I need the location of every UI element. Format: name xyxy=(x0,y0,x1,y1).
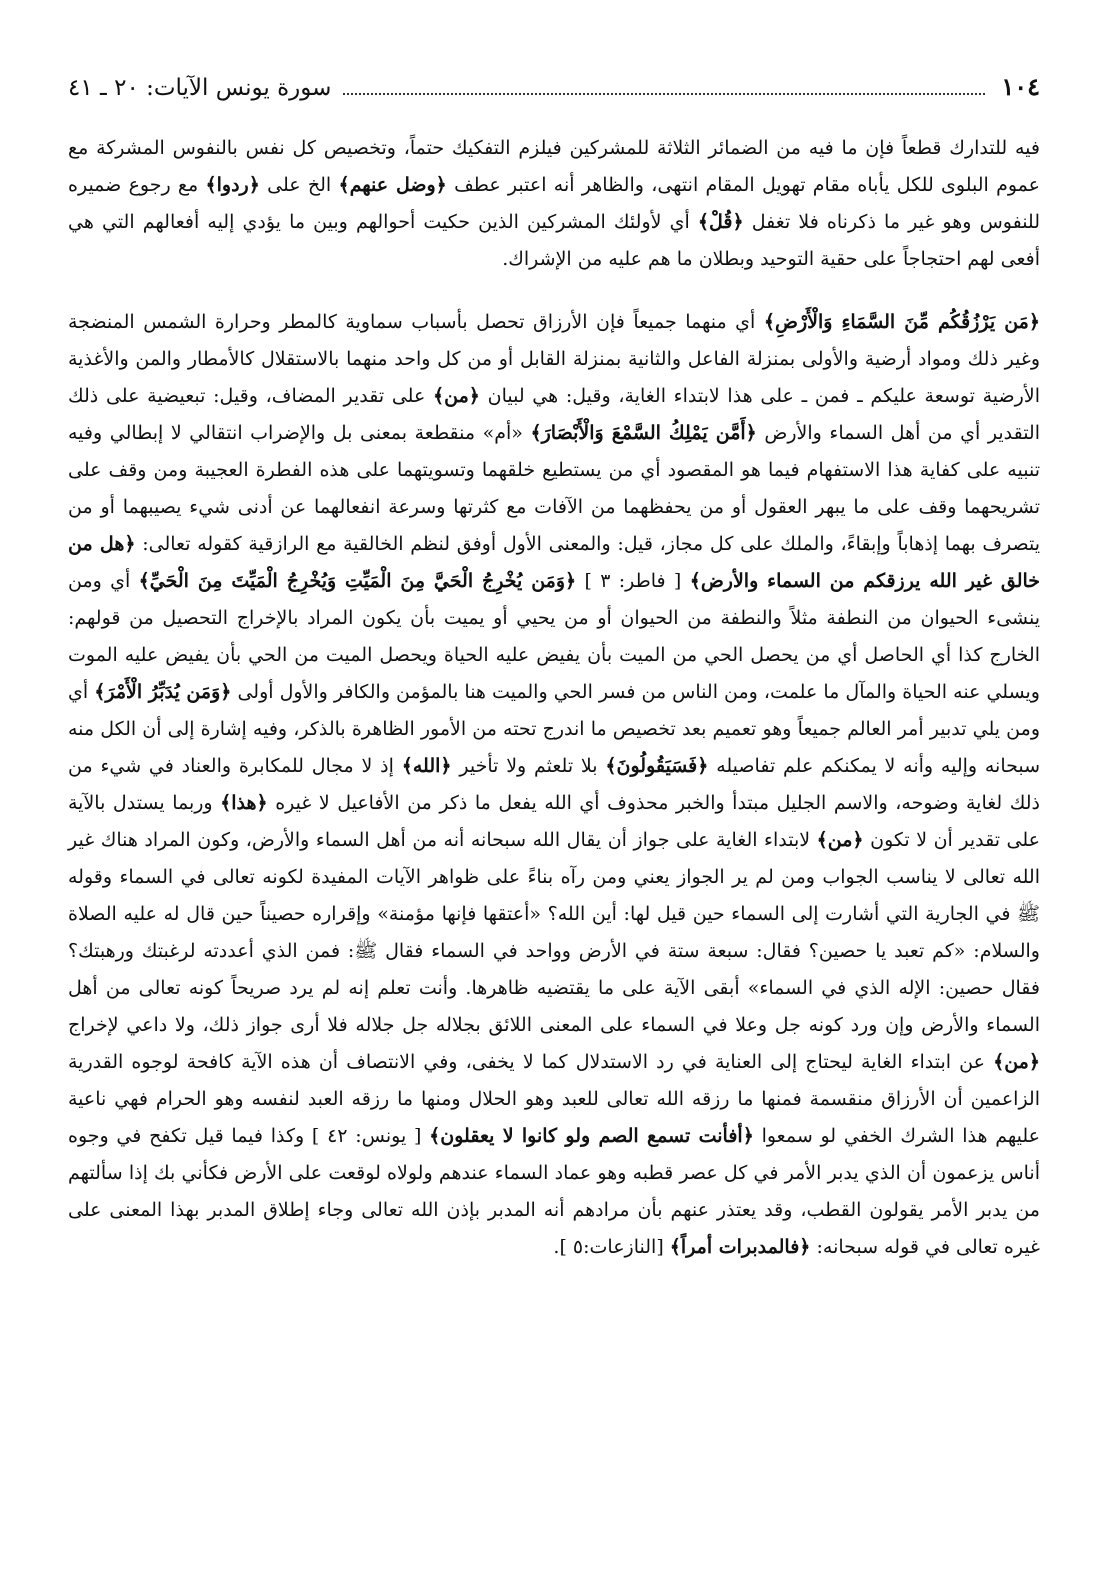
text-run: أي منهما جميعاً فإن الأرزاق تحصل بأسباب سماوية كالمطر وحرارة الشمس المنضجة وغير ذلك ومواد أرضية والأولى بمنزلة الفاعل والثانية بمنزلة القابل أو من كل واحد منهما بالاستقلال كالأمطار والمن والأغذية الأرضية توسعة عليكم ـ فمن ـ على هذا لابتداء الغاية، وقيل: هي لبيان xyxy=(68,311,1040,407)
text-run: بلا تلعثم ولا تأخير xyxy=(459,755,598,777)
text-run: فيه للتدارك قطعاً فإن ما فيه من الضمائر الثلاثة للمشركين فيلزم التفكيك حتماً، وتخصيص كل نفس بالنفوس المشركة مع عموم البلوى للكل يأباه مقام تهويل المقام انتهى، والظاهر أنه اعتبر عطف xyxy=(68,137,1040,196)
surah-title: سورة يونس الآيات: ٢٠ ـ ٤١ xyxy=(68,75,332,101)
text-run: الخ على xyxy=(267,174,332,196)
quran-quote: ﴿هذا﴾ xyxy=(220,792,268,814)
quran-quote: ﴿فَسَيَقُولُونَ﴾ xyxy=(605,755,709,777)
quran-quote: ﴿وضل عنهم﴾ xyxy=(338,174,447,196)
text-run: لابتداء الغاية على جواز أن يقال الله سبحانه أنه من أهل السماء والأرض، وكون المراد هناك غير الله تعالى لا يناسب الجواب ومن لم ير الجواز يعني ومن رآه بناءً على ظواهر الآيات المفيدة لكونه تعالى في السماء وقوله ﷺ في الجارية التي أشارت إلى السماء حين قيل لها: أين الله؟ «أعتقها فإنها مؤمنة» وإقراره حصيناً حين قال له عليه الصلاة والسلام: «كم تعبد يا حصين؟ فقال: سبعة ستة في الأرض وواحد في السماء فقال ﷺ: فمن الذي أعددته لرغبتك ورهبتك؟ فقال حصين: الإله الذي في السماء» أبقى الآية على ما يقتضيه ظاهرها. وأنت تعلم إنه لم يرد صريحاً كونه تعالى من أهل السماء والأرض وإن ورد كونه جل وعلا في السماء على المعنى اللائق بجلاله جل جلاله فلا أرى جواز ذلك، ولا داعي لإخراج xyxy=(68,829,1040,1036)
text-run: «أم» منقطعة بمعنى بل والإضراب انتقالي لا إبطالي وفيه تنبيه على كفاية هذا الاستفهام فيما هو المقصود أي من يستطيع خلقهما وتسويتهما على هذه الفطرة العجيبة ومن وقف على تشريحهما وقف على ما يبهر العقول أو من يحفظهما من الآفات مع كثرتها وسرعة انفعالهما عن أدنى شيء يصيبهما أو من يتصرف بهما إذهاباً وإبقاءً، والملك على كل مجاز، قيل: والمعنى الأول أوفق لنظم الخالقية مع الرازقية كقوله تعالى: xyxy=(68,422,1041,555)
paragraph-2 xyxy=(68,304,1040,1266)
quran-quote: ﴿ردوا﴾ xyxy=(205,174,260,196)
quran-quote: ﴿مَن يَرْزُقُكُم مِّنَ السَّمَاءِ وَالْأَرْضِ﴾ xyxy=(763,311,1040,333)
text-run: عن ابتداء الغاية ليحتاج إلى العناية في رد الاستدلال كما لا يخفى، وفي الانتصاف أن هذه الآية كافحة لوجوه القدرية الزاعمين أن الأرزاق منقسمة فمنها ما رزقه الله تعالى للعبد وهو الحلال ومنها ما رزقه العبد لنفسه وهو الحرام فهي ناعية عليهم هذا الشرك الخفي لو سمعوا xyxy=(68,1051,1040,1147)
text-run: وربما يستدل بالآية على تقدير أن لا تكون xyxy=(68,792,1040,851)
page-number: ١٠٤ xyxy=(1001,72,1040,101)
quran-quote: ﴿وَمَن يُدَبِّرُ الْأَمْرَ﴾ xyxy=(94,681,232,703)
quran-quote: ﴿هل من خالق غير الله يرزقكم من السماء والأرض﴾ xyxy=(68,533,1041,592)
quran-quote: ﴿أَمَّن يَمْلِكُ السَّمْعَ وَالْأَبْصَارَ﴾ xyxy=(530,422,757,444)
running-header xyxy=(68,72,1040,116)
quran-quote: ﴿من﴾ xyxy=(816,829,864,851)
quran-quote: ﴿من﴾ xyxy=(993,1051,1040,1073)
dotted-leader xyxy=(343,75,985,95)
quran-quote: ﴿وَمَن يُخْرِجُ الْحَيَّ مِنَ الْمَيِّتِ وَيُخْرِجُ الْمَيِّتَ مِنَ الْحَيِّ﴾ xyxy=(138,570,577,592)
quran-quote: ﴿فالمدبرات أمراً﴾ xyxy=(669,1236,811,1258)
text-run: [ يونس: ٤٢ ] وكذا فيما قيل تكفح في وجوه أناس يزعمون أن الذي يدبر الأمر في كل عصر قطبه وهو عماد السماء عندهم ولولاه لوقعت على الأرض فكأني بك إذا سألتهم من يدبر الأمر يقولون القطب، وقد يعتذر عنهم بأن مرادهم أنه المدبر بإذن الله تعالى وجاء إطلاق المدبر بهذا المعنى على غيره تعالى في قوله سبحانه: xyxy=(68,1125,1040,1258)
citation: [النازعات:٥ ]. xyxy=(553,1236,664,1258)
text-run: مع رجوع ضميره للنفوس وهو غير ما ذكرناه فلا تغفل xyxy=(68,174,1041,233)
quran-quote: ﴿أفأنت تسمع الصم ولو كانوا لا يعقلون﴾ xyxy=(429,1125,754,1147)
book-page xyxy=(68,72,1040,1266)
text-run: أي لأولئك المشركين الذين حكيت أحوالهم وبين ما يؤدي إليه أفعالهم التي هي أفعى لهم احتجاجاً على حقية التوحيد وبطلان ما هم عليه من الإشراك. xyxy=(68,211,1040,270)
quran-quote: ﴿الله﴾ xyxy=(401,755,452,777)
text-run: على تقدير المضاف، وقيل: تبعيضية على ذلك التقدير أي من أهل السماء والأرض xyxy=(68,385,1041,444)
text-run: إذ لا مجال للمكابرة والعناد في شيء من ذلك لغاية وضوحه، والاسم الجليل مبتدأ والخبر محذوف أي الله يفعل ما ذكر من الأفاعيل لا غيره xyxy=(68,755,1040,814)
text-run: أي ومن ينشىء الحيوان من النطفة مثلاً والنطفة من الحيوان أو من يحيي أو يميت بأن يكون المراد بالإخراج التحصيل من قولهم: الخارج كذا أي الحاصل أي من يحصل الحي من الميت بأن يفيض عليه الحياة ويحصل الميت من الحي بأن يفيض عليه الموت ويسلي عنه الحياة والمآل ما علمت، ومن الناس من فسر الحي والميت هنا بالمؤمن والكافر والأول أولى xyxy=(68,570,1040,703)
paragraph-1 xyxy=(68,130,1040,278)
text-run: أي ومن يلي تدبير أمر العالم جميعاً وهو تعميم بعد تخصيص ما اندرج تحته من الأمور الظاهرة بالذكر، وفيه إشارة إلى أن الكل منه سبحانه وإليه وأنه لا يمكنكم علم تفاصيله xyxy=(68,681,1041,777)
quran-quote: ﴿قُلْ﴾ xyxy=(697,211,744,233)
citation: [ فاطر: ٣ ] xyxy=(584,570,682,592)
quran-quote: ﴿من﴾ xyxy=(433,385,480,407)
